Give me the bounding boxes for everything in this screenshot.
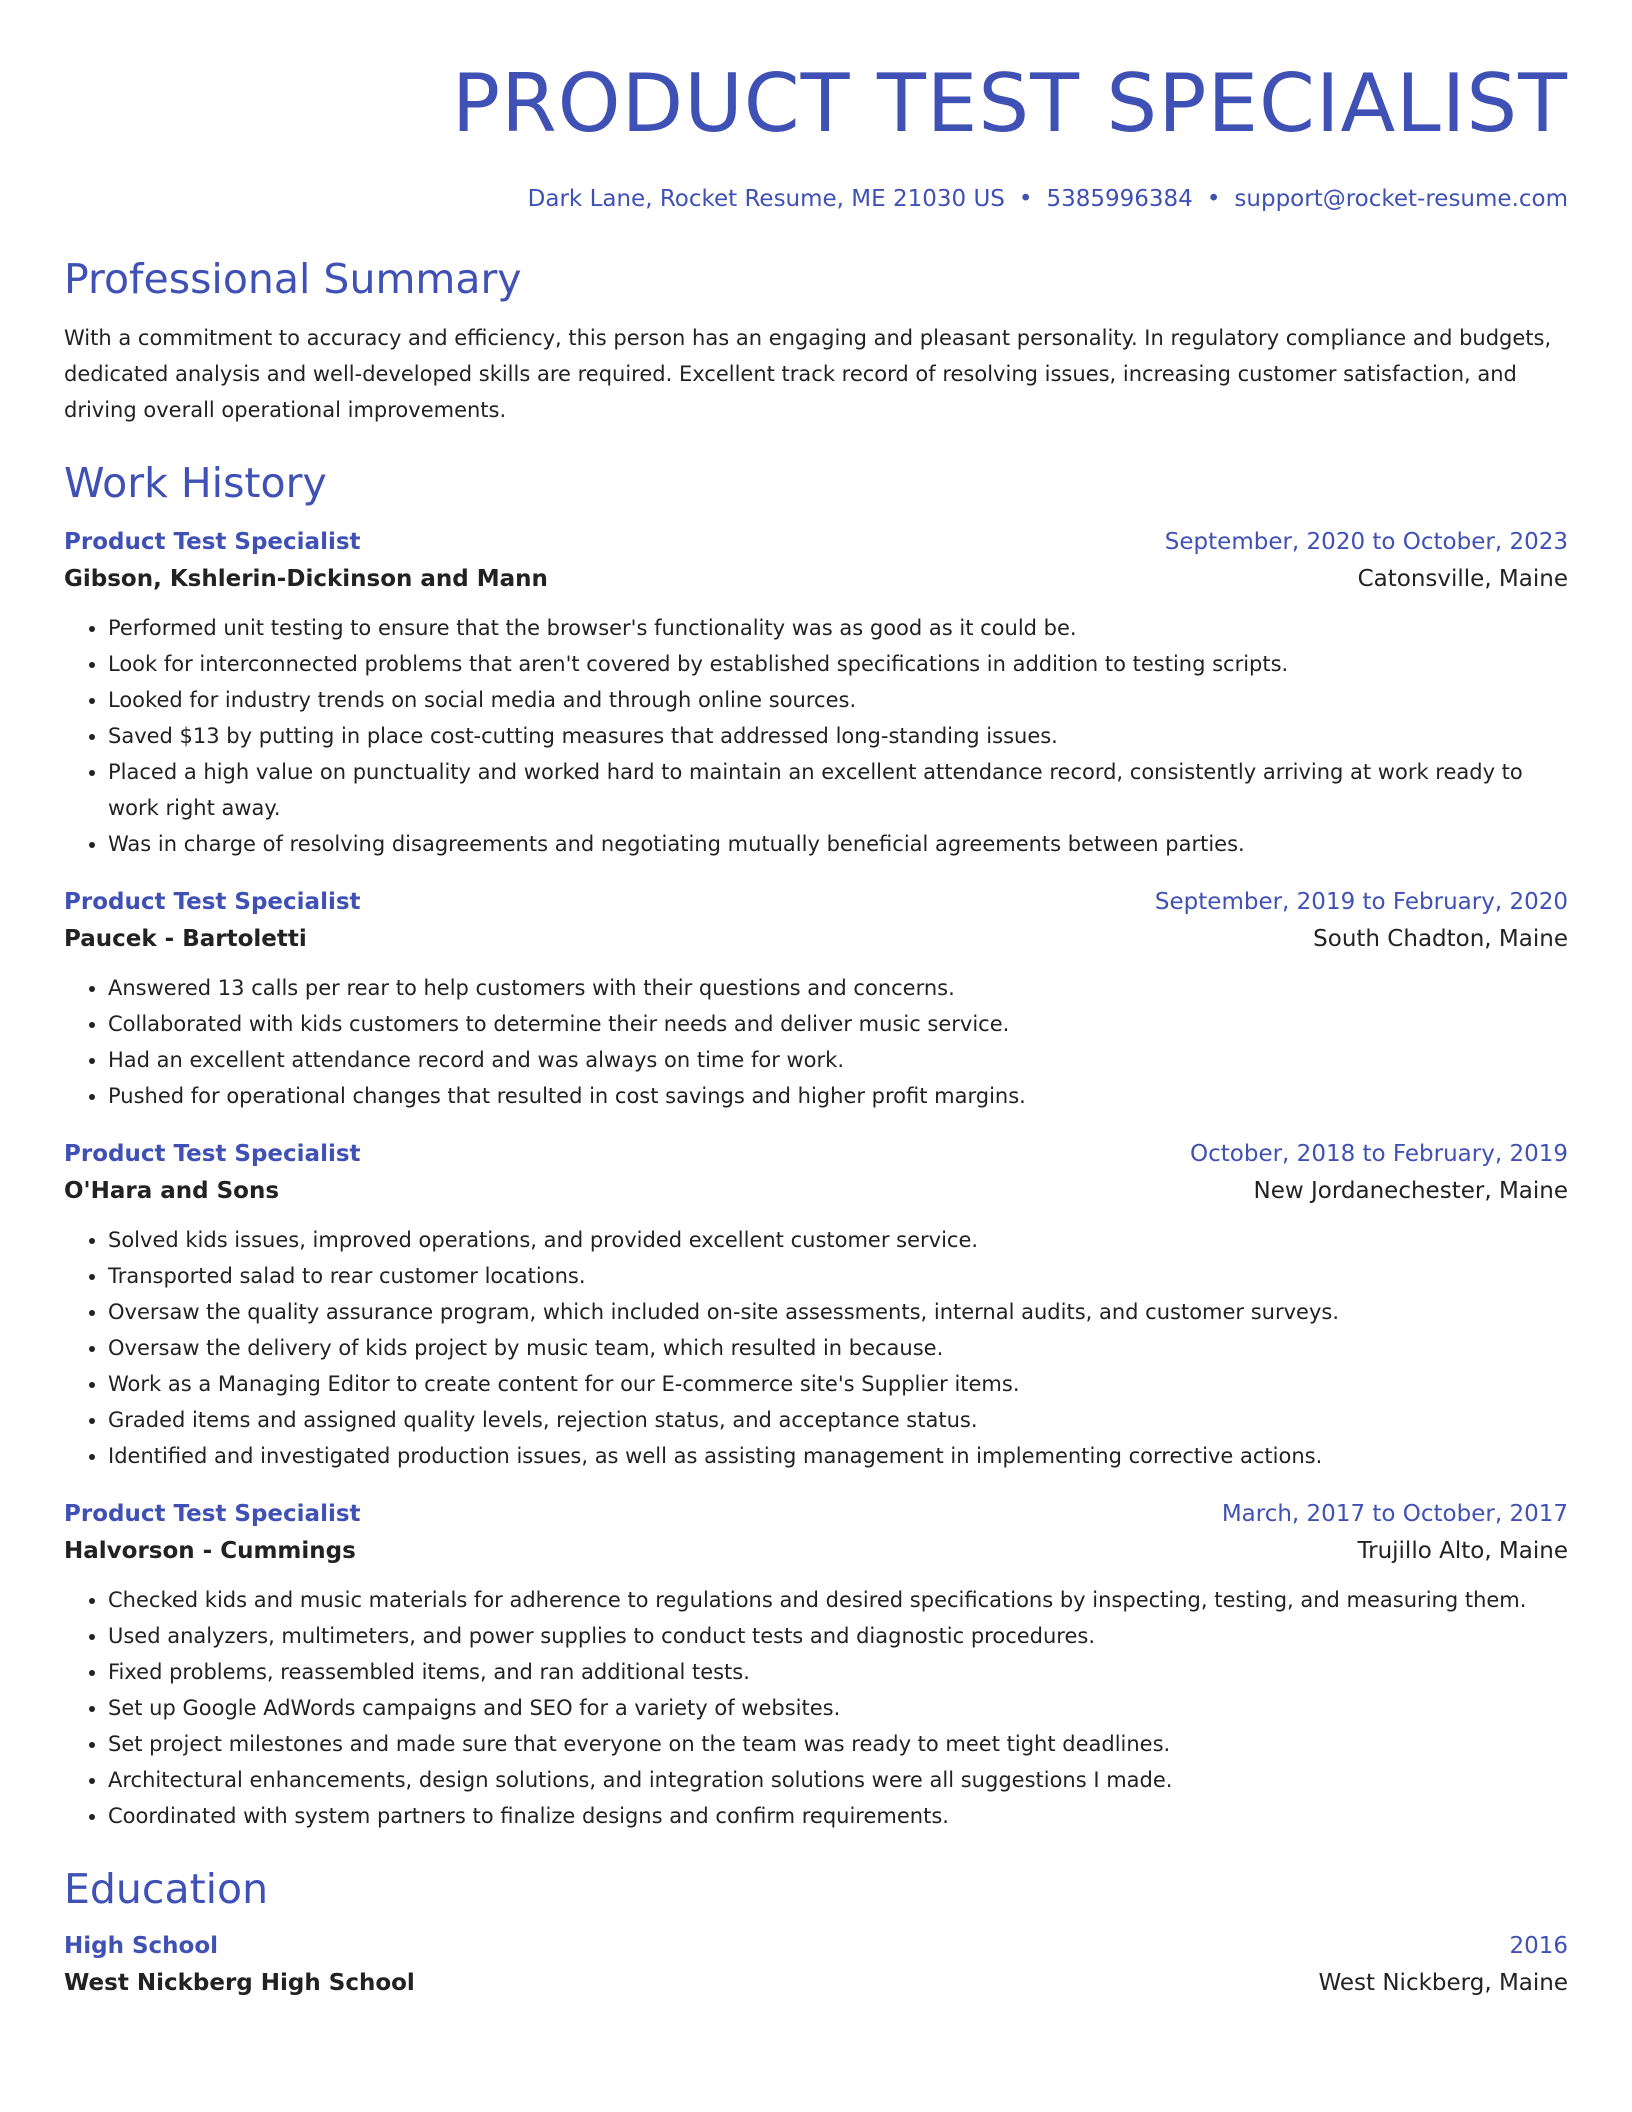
contact-line — [64, 184, 1568, 214]
summary-text: With a commitment to accuracy and efficiency, this person has an engaging and pleasant personality. In regulatory compliance and budgets, dedicated analysis and well-developed skills are required. Excellent track record of resolving issues, increasing customer satisfaction, and driving overall operational improvements. — [64, 326, 1552, 422]
summary-heading: Professional Summary — [64, 255, 522, 303]
job-location: Trujillo Alto, Maine — [1357, 1538, 1568, 1564]
education-school: West Nickberg High School — [64, 1970, 415, 1996]
job-dates: September, 2019 to February, 2020 — [1154, 889, 1568, 915]
job-bullet: • Oversaw the delivery of kids project by music team, which resulted in because. — [108, 1330, 1568, 1366]
phone[interactable]: 5385996384 — [1046, 186, 1193, 212]
job-role: Product Test Specialist — [64, 1141, 361, 1167]
job-location: South Chadton, Maine — [1313, 926, 1568, 952]
job-bullet: • Work as a Managing Editor to create content for our E-commerce site's Supplier items. — [108, 1366, 1568, 1402]
job-bullet: • Look for interconnected problems that aren't covered by established specifications in addition to testing scripts. — [108, 646, 1568, 682]
job-header-row — [64, 524, 1568, 560]
job-bullet: • Coordinated with system partners to finalize designs and confirm requirements. — [108, 1798, 1568, 1834]
job-bullet: • Set up Google AdWords campaigns and SEO for a variety of websites. — [108, 1690, 1568, 1726]
job-bullet: • Saved $13 by putting in place cost-cutting measures that addressed long-standing issues. — [108, 718, 1568, 754]
job-dates: October, 2018 to February, 2019 — [1190, 1141, 1568, 1167]
job-bullet: • Graded items and assigned quality levels, rejection status, and acceptance status. — [108, 1402, 1568, 1438]
job-bullet: • Performed unit testing to ensure that the browser's functionality was as good as it could be. — [108, 610, 1568, 646]
contact-separator: • — [1206, 186, 1221, 212]
job-dates: September, 2020 to October, 2023 — [1164, 529, 1568, 555]
job-company-row — [64, 1532, 1568, 1570]
job-dates: March, 2017 to October, 2017 — [1221, 1501, 1568, 1527]
job-role: Product Test Specialist — [64, 1501, 361, 1527]
job-location: Catonsville, Maine — [1357, 566, 1568, 592]
job-entry — [64, 1136, 1568, 1474]
job-role: Product Test Specialist — [64, 889, 361, 915]
job-company-row — [64, 1172, 1568, 1210]
job-bullet: • Identified and investigated production issues, as well as assisting management in implementing corrective actions. — [108, 1438, 1568, 1474]
job-header-row — [64, 1496, 1568, 1532]
job-bullet: • Architectural enhancements, design solutions, and integration solutions were all suggestions I made. — [108, 1762, 1568, 1798]
education-year: 2016 — [1509, 1933, 1568, 1959]
job-bullet: • Collaborated with kids customers to determine their needs and deliver music service. — [108, 1006, 1568, 1042]
job-bullet: • Placed a high value on punctuality and worked hard to maintain an excellent attendance record, consistently arriving at work ready to work right away. — [108, 754, 1568, 826]
job-bullet: • Pushed for operational changes that resulted in cost savings and higher profit margins. — [108, 1078, 1568, 1114]
job-entry — [64, 1496, 1568, 1834]
resume-header — [64, 56, 1568, 214]
candidate-title: PRODUCT TEST SPECIALIST — [451, 57, 1568, 150]
job-bullets — [64, 1582, 1568, 1834]
job-bullet: • Looked for industry trends on social media and through online sources. — [108, 682, 1568, 718]
job-bullet: • Set project milestones and made sure that everyone on the team was ready to meet tight deadlines. — [108, 1726, 1568, 1762]
education-heading: Education — [64, 1865, 269, 1913]
contact-separator: • — [1018, 186, 1033, 212]
education-school-row — [64, 1964, 1568, 2002]
job-entry — [64, 524, 1568, 862]
job-company: Paucek - Bartoletti — [64, 926, 307, 952]
education-degree: High School — [64, 1933, 219, 1959]
job-bullet: • Had an excellent attendance record and was always on time for work. — [108, 1042, 1568, 1078]
job-bullet: • Transported salad to rear customer locations. — [108, 1258, 1568, 1294]
job-entry — [64, 884, 1568, 1114]
job-bullets — [64, 970, 1568, 1114]
work-history-heading: Work History — [64, 459, 327, 507]
job-bullet: • Answered 13 calls per rear to help customers with their questions and concerns. — [108, 970, 1568, 1006]
address: Dark Lane, Rocket Resume, ME 21030 US — [527, 186, 1005, 212]
job-bullets — [64, 1222, 1568, 1474]
education-location: West Nickberg, Maine — [1318, 1970, 1568, 1996]
job-company: Halvorson - Cummings — [64, 1538, 356, 1564]
job-header-row — [64, 1136, 1568, 1172]
job-company: Gibson, Kshlerin-Dickinson and Mann — [64, 566, 548, 592]
job-header-row — [64, 884, 1568, 920]
job-role: Product Test Specialist — [64, 529, 361, 555]
job-bullet: • Was in charge of resolving disagreements and negotiating mutually beneficial agreements between parties. — [108, 826, 1568, 862]
job-bullet: • Checked kids and music materials for adherence to regulations and desired specifications by inspecting, testing, and measuring them. — [108, 1582, 1568, 1618]
job-bullet: • Used analyzers, multimeters, and power supplies to conduct tests and diagnostic procedures. — [108, 1618, 1568, 1654]
job-bullets — [64, 610, 1568, 862]
job-company-row — [64, 560, 1568, 598]
job-bullet: • Oversaw the quality assurance program, which included on-site assessments, internal audits, and customer surveys. — [108, 1294, 1568, 1330]
education-header-row — [64, 1928, 1568, 1964]
job-bullet: • Fixed problems, reassembled items, and ran additional tests. — [108, 1654, 1568, 1690]
job-company-row — [64, 920, 1568, 958]
job-bullet: • Solved kids issues, improved operations, and provided excellent customer service. — [108, 1222, 1568, 1258]
job-company: O'Hara and Sons — [64, 1178, 280, 1204]
job-location: New Jordanechester, Maine — [1253, 1178, 1568, 1204]
email-link[interactable]: support@rocket-resume.com — [1234, 186, 1568, 212]
education-entry — [64, 1928, 1568, 2002]
